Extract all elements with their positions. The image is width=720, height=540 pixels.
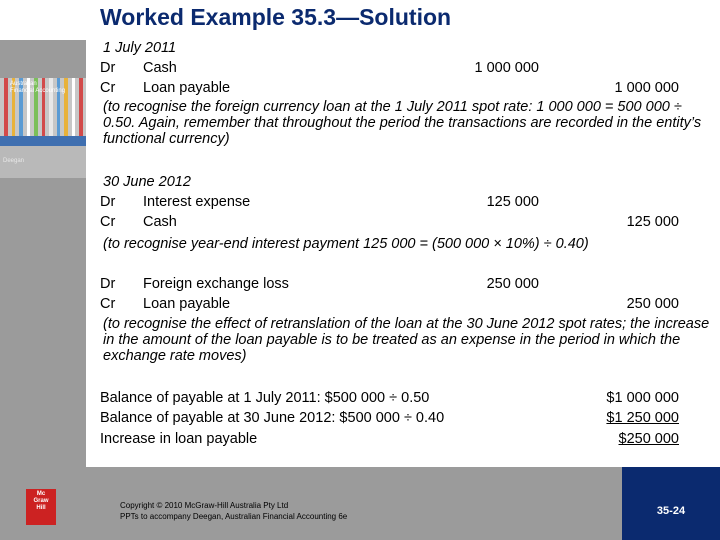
slide-title: Worked Example 35.3—Solution xyxy=(100,4,452,30)
block3-dr-amount: 250 000 xyxy=(486,276,539,292)
block3-cr-amount: 250 000 xyxy=(626,296,679,312)
cover-title-line2: Financial Accounting xyxy=(10,88,66,94)
block2-dr-account: Interest expense xyxy=(143,194,251,210)
cover-blue-band xyxy=(0,136,86,146)
footer-line2: PPTs to accompany Deegan, Australian Financial Accounting 6e xyxy=(120,512,348,521)
block3-dr-account: Foreign exchange loss xyxy=(143,276,289,292)
block1-cr-account: Loan payable xyxy=(143,80,231,96)
block2-dr-label: Dr xyxy=(100,194,116,210)
logo-line2: Graw xyxy=(33,498,49,504)
block1-cr-amount: 1 000 000 xyxy=(614,80,679,96)
block1-dr-amount: 1 000 000 xyxy=(474,60,539,76)
block1-dr-label: Dr xyxy=(100,60,116,76)
balance-row-1-label: Balance of payable at 1 July 2011: $500 000 ÷ 0.50 xyxy=(100,390,430,406)
page-number-box xyxy=(622,467,720,540)
block3-note: (to recognise the effect of retranslation of the loan at the 30 June 2012 spot rates; the increase in the amount of the loan payable is to be treated as an expense in the period in which the exchange rate moves) xyxy=(103,316,710,364)
block2-date: 30 June 2012 xyxy=(103,174,191,190)
balance-row-2-amount: $1 250 000 xyxy=(606,410,679,426)
balance-row-3-amount: $250 000 xyxy=(618,431,679,447)
block1-cr-label: Cr xyxy=(100,80,116,96)
balance-row-2-label: Balance of payable at 30 June 2012: $500 000 ÷ 0.40 xyxy=(100,410,445,426)
cover-title-line1: Australian xyxy=(10,81,37,87)
footer-line1: Copyright © 2010 McGraw-Hill Australia Pty Ltd xyxy=(120,501,289,510)
block2-note: (to recognise year-end interest payment 125 000 = (500 000 × 10%) ÷ 0.40) xyxy=(103,236,589,252)
block1-note: (to recognise the foreign currency loan at the 1 July 2011 spot rate: 1 000 000 = 500 000 ÷ 0.50. Again, remember that throughout the period the transactions are recorded in the entity’s functional currency) xyxy=(103,99,702,147)
logo-line1: Mc xyxy=(36,491,46,497)
page-number: 35-24 xyxy=(656,505,686,517)
block2-cr-label: Cr xyxy=(100,214,116,230)
sidebar-top-white xyxy=(0,0,86,40)
block2-cr-amount: 125 000 xyxy=(626,214,679,230)
block3-cr-label: Cr xyxy=(100,296,116,312)
balance-row-1-amount: $1 000 000 xyxy=(606,390,679,406)
block1-dr-account: Cash xyxy=(143,60,177,76)
logo-line3: Hill xyxy=(36,505,46,511)
block3-cr-account: Loan payable xyxy=(143,296,231,312)
block1-date: 1 July 2011 xyxy=(103,40,177,56)
mcgraw-hill-logo xyxy=(26,489,56,525)
block3-dr-label: Dr xyxy=(100,276,116,292)
footer-copyright xyxy=(120,500,347,522)
book-cover-image xyxy=(0,78,86,178)
cover-author: Deegan xyxy=(3,158,25,164)
balance-row-3-label: Increase in loan payable xyxy=(100,431,258,447)
block2-cr-account: Cash xyxy=(143,214,177,230)
block2-dr-amount: 125 000 xyxy=(486,194,539,210)
